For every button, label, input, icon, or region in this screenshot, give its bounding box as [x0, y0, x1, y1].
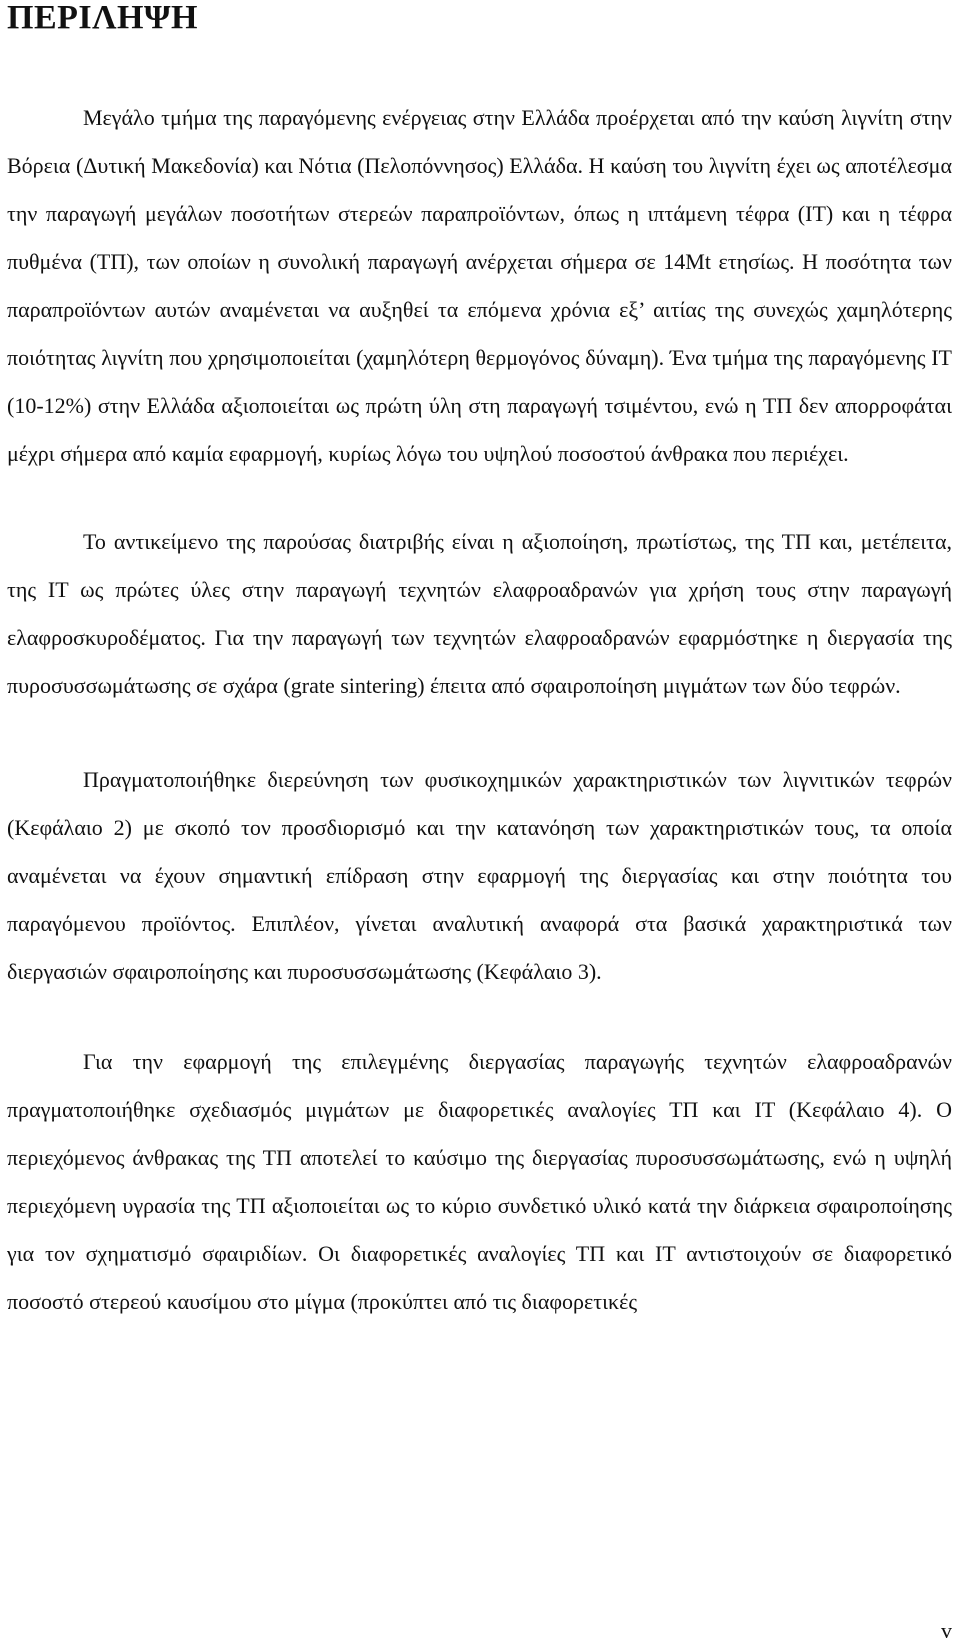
summary-paragraph-4: Για την εφαρμογή της επιλεγμένης διεργασίας παραγωγής τεχνητών ελαφροαδρανών πραγματοποιήθηκε σχεδιασμός μιγμάτων με διαφορετικές αναλογίες ΤΠ και ΙΤ (Κεφάλαιο 4). Ο περιεχόμενος άνθρακας της ΤΠ αποτελεί το καύσιμο της διεργασίας πυροσυσσωμάτωσης, ενώ η υψηλή περιεχόμενη υγρασία της ΤΠ αξιοποιείται ως το κύριο συνδετικό υλικό κατά την διάρκεια σφαιροποίησης για τον σχηματισμό σφαιριδίων. Οι διαφορετικές αναλογίες ΤΠ και ΙΤ αντιστοιχούν σε διαφορετικό ποσοστό στερεού καυσίμου στο μίγμα (προκύπτει από τις διαφορετικές — [7, 1049, 952, 1314]
page-number: v — [941, 1618, 952, 1643]
summary-paragraph-3: Πραγματοποιήθηκε διερεύνηση των φυσικοχημικών χαρακτηριστικών των λιγνιτικών τεφρών (Κεφάλαιο 2) με σκοπό τον προσδιορισμό και την κατανόηση των χαρακτηριστικών τους, τα οποία αναμένεται να έχουν σημαντική επίδραση στην εφαρμογή της διεργασίας και στην ποιότητα του παραγόμενου προϊόντος. Επιπλέον, γίνεται αναλυτική αναφορά στα βασικά χαρακτηριστικά των διεργασιών σφαιροποίησης και πυροσυσσωμάτωσης (Κεφάλαιο 3). — [7, 767, 952, 984]
summary-paragraph-2: Το αντικείμενο της παρούσας διατριβής είναι η αξιοποίηση, πρωτίστως, της ΤΠ και, μετέπειτα, της ΙΤ ως πρώτες ύλες στην παραγωγή τεχνητών ελαφροαδρανών για χρήση τους στην παραγωγή ελαφροσκυροδέματος. Για την παραγωγή των τεχνητών ελαφροαδρανών εφαρμόστηκε η διεργασία της πυροσυσσωμάτωσης σε σχάρα (grate sintering) έπειτα από σφαιροποίηση μιγμάτων των δύο τεφρών. — [7, 529, 952, 698]
summary-paragraph-1: Μεγάλο τμήμα της παραγόμενης ενέργειας στην Ελλάδα προέρχεται από την καύση λιγνίτη στην Βόρεια (Δυτική Μακεδονία) και Νότια (Πελοπόννησος) Ελλάδα. Η καύση του λιγνίτη έχει ως αποτέλεσμα την παραγωγή μεγάλων ποσοτήτων στερεών παραπροϊόντων, όπως η ιπτάμενη τέφρα (ΙΤ) και η τέφρα πυθμένα (ΤΠ), των οποίων η συνολική παραγωγή ανέρχεται σήμερα σε 14Mt ετησίως. Η ποσότητα των παραπροϊόντων αυτών αναμένεται να αυξηθεί τα επόμενα χρόνια εξ’ αιτίας της συνεχώς χαμηλότερης ποιότητας λιγνίτη που χρησιμοποιείται (χαμηλότερη θερμογόνος δύναμη). Ένα τμήμα της παραγόμενης ΙΤ (10-12%) στην Ελλάδα αξιοποιείται ως πρώτη ύλη στη παραγωγή τσιμέντου, ενώ η ΤΠ δεν απορροφάται μέχρι σήμερα από καμία εφαρμογή, κυρίως λόγω του υψηλού ποσοστού άνθρακα που περιέχει. — [7, 105, 952, 466]
page-title: ΠΕΡΙΛΗΨΗ — [7, 0, 198, 36]
